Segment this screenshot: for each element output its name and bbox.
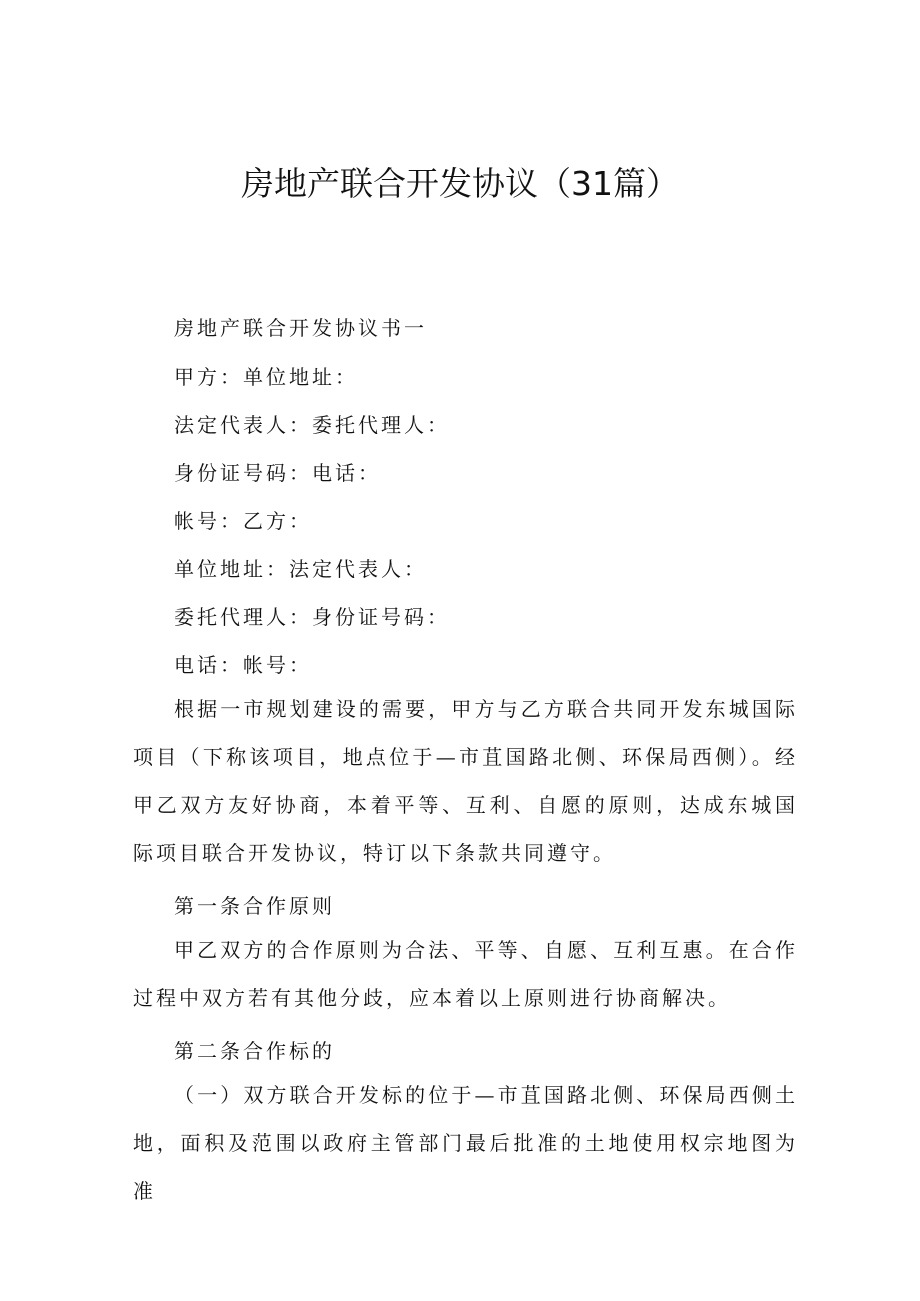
address-representative-line: 单位地址：法定代表人： (174, 557, 427, 581)
agent-id-line: 委托代理人：身份证号码： (174, 605, 450, 629)
representative-line: 法定代表人：委托代理人： (174, 413, 450, 437)
party-a-line: 甲方：单位地址： (174, 365, 358, 389)
agreement-subtitle: 房地产联合开发协议书一 (174, 316, 427, 340)
account-party-b-line: 帐号：乙方： (174, 509, 312, 533)
article-1-paragraph: 甲乙双方的合作原则为合法、平等、自愿、互利互惠。在合作过程中双方若有其他分歧，应本着以上原则进行协商解决。 (133, 938, 798, 1010)
article-1-heading: 第一条合作原则 (174, 894, 335, 918)
article-2-item-1: （一）双方联合开发标的位于—市苴国路北侧、环保局西侧土地，面积及范围以政府主管部门最后批准的土地使用权宗地图为准 (133, 1083, 798, 1203)
document-title: 房地产联合开发协议（31篇） (241, 164, 679, 203)
id-phone-line: 身份证号码：电话： (174, 461, 381, 485)
phone-account-line: 电话：帐号： (174, 653, 312, 677)
article-2-heading: 第二条合作标的 (174, 1039, 335, 1063)
intro-paragraph: 根据一市规划建设的需要，甲方与乙方联合共同开发东城国际项目（下称该项目，地点位于—市苴国路北侧、环保局西侧）。经甲乙双方友好协商，本着平等、互利、自愿的原则，达成东城国际项目联合开发协议，特订以下条款共同遵守。 (133, 697, 798, 865)
